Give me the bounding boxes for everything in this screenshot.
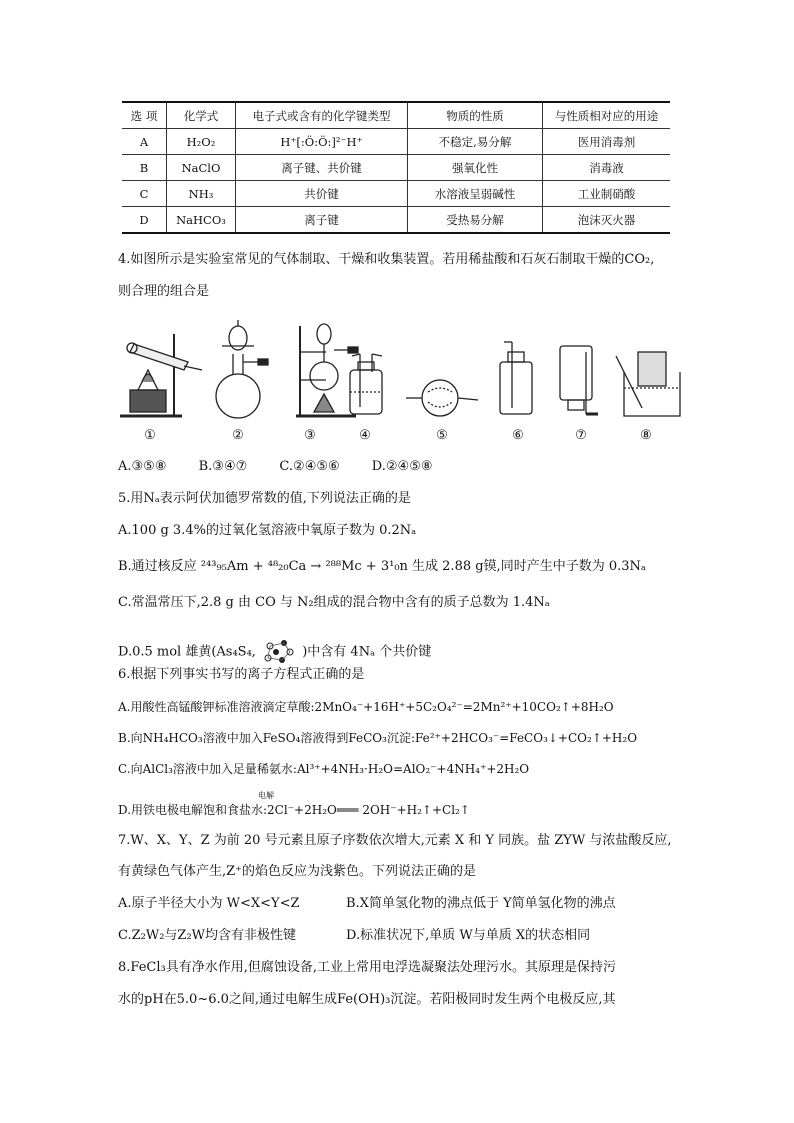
q5-option-d-pre: D.0.5 mol 雄黄(As₄S₄, xyxy=(118,644,256,660)
q4-option-d: D.②④⑤⑧ xyxy=(371,459,433,474)
q6-stem: 6.根据下列事实书写的离子方程式正确的是 xyxy=(118,667,365,682)
table-cell: H⁺[:Ö:Ö:]²⁻H⁺ xyxy=(236,129,408,155)
q4-options xyxy=(118,458,461,476)
q7-option-b: B.X简单氢化物的沸点低于 Y简单氢化物的沸点 xyxy=(346,896,616,911)
column-header: 选 项 xyxy=(122,102,167,129)
apparatus-label: ② xyxy=(232,428,244,443)
table-cell: NH₃ xyxy=(167,181,236,207)
table-cell: 强氧化性 xyxy=(408,155,543,181)
q5-option-b: B.通过核反应 ²⁴³₉₅Am + ⁴⁸₂₀Ca → ²⁸⁸Mc + 3¹₀n 生成 2.88 g镆,同时产生中子数为 0.3Nₐ xyxy=(118,559,646,574)
table-cell: 离子键 xyxy=(236,207,408,234)
apparatus-5-drying-tube xyxy=(406,380,478,416)
table-cell: B xyxy=(122,155,167,181)
q6-option-d: D.用铁电极电解饱和食盐水:2Cl⁻+2H₂O═══ 2OH⁻+H₂↑+Cl₂↑ xyxy=(118,803,470,817)
table-cell: H₂O₂ xyxy=(167,129,236,155)
q5-option-a: A.100 g 3.4%的过氧化氢溶液中氧原子数为 0.2Nₐ xyxy=(118,523,417,538)
table-cell: 不稳定,易分解 xyxy=(408,129,543,155)
table-cell: NaHCO₃ xyxy=(167,207,236,234)
table-cell: 泡沫灭火器 xyxy=(543,207,671,234)
table-cell: 工业制硝酸 xyxy=(543,181,671,207)
q7-option-a: A.原子半径大小为 W<X<Y<Z xyxy=(118,896,300,911)
apparatus-label: ① xyxy=(144,428,156,443)
table-cell: NaClO xyxy=(167,155,236,181)
apparatus-label: ③ xyxy=(304,428,316,443)
q7-stem-line1: 7.W、X、Y、Z 为前 20 号元素且原子序数依次增大,元素 X 和 Y 同族。盐 ZYW 与浓盐酸反应, xyxy=(118,833,672,848)
table-cell: 消毒液 xyxy=(543,155,671,181)
q6-option-b: B.向NH₄HCO₃溶液中加入FeSO₄溶液得到FeCO₃沉淀:Fe²⁺+2HCO₃⁻=FeCO₃↓+CO₂↑+H₂O xyxy=(118,731,638,745)
apparatus-1-test-tube-heating xyxy=(120,334,202,416)
q6-option-c: C.向AlCl₃溶液中加入足量稀氨水:Al³⁺+4NH₃·H₂O=AlO₂⁻+4NH₄⁺+2H₂O xyxy=(118,762,530,776)
q5-option-d xyxy=(118,638,431,666)
q5-stem: 5.用Nₐ表示阿伏加德罗常数的值,下列说法正确的是 xyxy=(118,491,411,506)
apparatus-figure xyxy=(110,312,690,442)
table-row xyxy=(122,129,670,155)
table-cell: D xyxy=(122,207,167,234)
q4-option-c: C.②④⑤⑥ xyxy=(279,459,340,474)
apparatus-label: ⑧ xyxy=(640,428,652,443)
apparatus-label: ⑦ xyxy=(575,428,587,443)
table-cell: A xyxy=(122,129,167,155)
table-cell: 离子键、共价键 xyxy=(236,155,408,181)
q8-line2: 水的pH在5.0~6.0之间,通过电解生成Fe(OH)₃沉淀。若阳极同时发生两个电极反应,其 xyxy=(118,992,616,1007)
q5-option-d-post: )中含有 4Nₐ 个共价键 xyxy=(302,644,432,660)
q7-stem-line2: 有黄绿色气体产生,Z⁺的焰色反应为浅紫色。下列说法正确的是 xyxy=(118,864,477,879)
q5-option-c: C.常温常压下,2.8 g 由 CO 与 N₂组成的混合物中含有的质子总数为 1.4Nₐ xyxy=(118,595,550,610)
q6-option-a: A.用酸性高锰酸钾标准溶液滴定草酸:2MnO₄⁻+16H⁺+5C₂O₄²⁻=2Mn²⁺+10CO₂↑+8H₂O xyxy=(118,700,614,714)
apparatus-2-flask-funnel xyxy=(216,320,268,418)
q7-option-d: D.标准状况下,单质 W与单质 X的状态相同 xyxy=(346,928,591,943)
table-cell: 受热易分解 xyxy=(408,207,543,234)
column-header: 电子式或含有的化学键类型 xyxy=(236,102,408,129)
table-header-row xyxy=(122,102,670,129)
table-row xyxy=(122,181,670,207)
apparatus-8-water-trough xyxy=(616,352,680,416)
column-header: 与性质相对应的用途 xyxy=(543,102,671,129)
column-header: 物质的性质 xyxy=(408,102,543,129)
apparatus-4-washing-bottle xyxy=(350,354,382,414)
properties-table xyxy=(122,101,670,234)
q7-option-c: C.Z₂W₂与Z₂W均含有非极性键 xyxy=(118,928,297,943)
realgar-structure-icon xyxy=(260,638,298,666)
apparatus-3-flask-ring-stand xyxy=(296,324,358,416)
table-cell: 水溶液呈弱碱性 xyxy=(408,181,543,207)
table-row xyxy=(122,207,670,234)
q8-line1: 8.FeCl₃具有净水作用,但腐蚀设备,工业上常用电浮选凝聚法处理污水。其原理是保持污 xyxy=(118,960,616,975)
electrolysis-label: 电解 xyxy=(258,791,274,800)
column-header: 化学式 xyxy=(167,102,236,129)
q4-option-a: A.③⑤⑧ xyxy=(118,459,167,474)
apparatus-label: ④ xyxy=(359,428,371,443)
q4-stem-line2: 则合理的组合是 xyxy=(118,284,210,299)
apparatus-6-collection-bottle xyxy=(500,342,532,414)
table-cell: C xyxy=(122,181,167,207)
apparatus-label: ⑤ xyxy=(436,428,448,443)
q4-option-b: B.③④⑦ xyxy=(198,459,248,474)
apparatus-label: ⑥ xyxy=(512,428,524,443)
table-row xyxy=(122,155,670,181)
table-cell: 共价键 xyxy=(236,181,408,207)
table-cell: 医用消毒剂 xyxy=(543,129,671,155)
q4-stem-line1: 4.如图所示是实验室常见的气体制取、干燥和收集装置。若用稀盐酸和石灰石制取干燥的CO₂, xyxy=(118,252,655,267)
apparatus-7-inverted-bottle xyxy=(560,346,598,414)
